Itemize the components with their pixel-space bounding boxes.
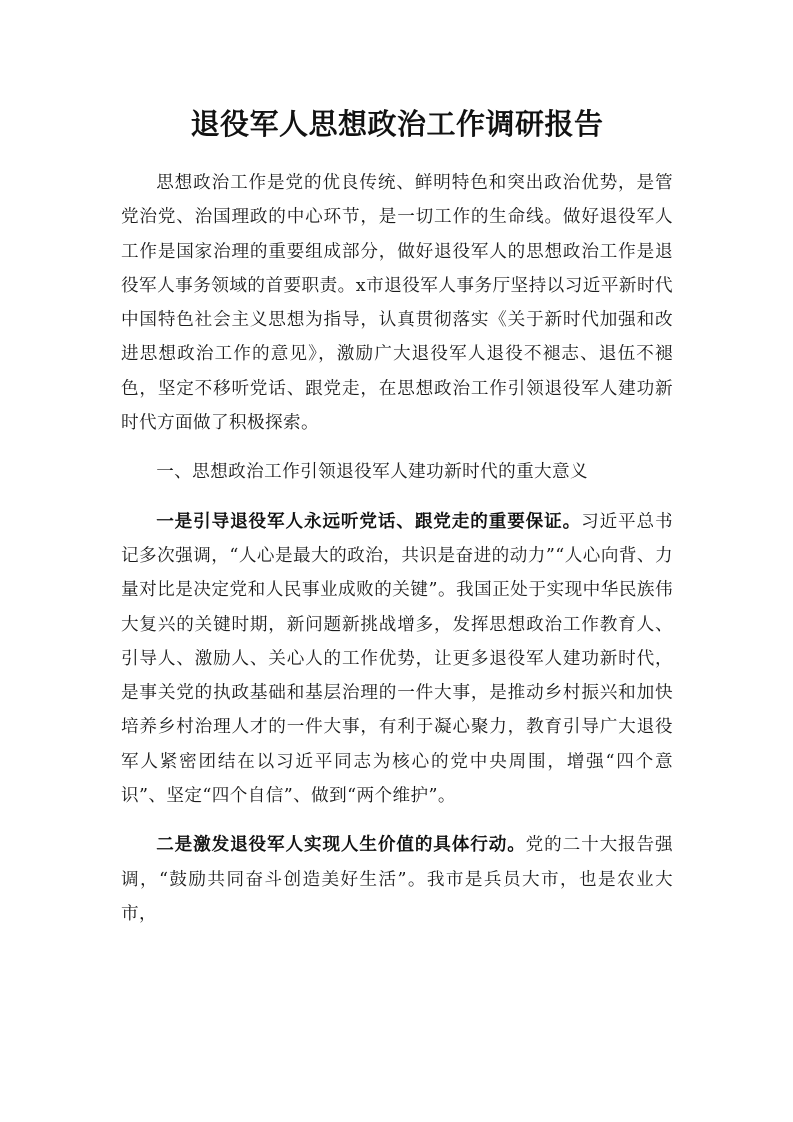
intro-paragraph: 思想政治工作是党的优良传统、鲜明特色和突出政治优势，是管党治党、治国理政的中心环节，是一切工作的生命线。做好退役军人工作是国家治理的重要组成部分，做好退役军人的思想政治工作是退役军人事务领域的首要职责。x市退役军人事务厅坚持以习近平新时代中国特色社会主义思想为指导，认真贯彻落实《关于新时代加强和改进思想政治工作的意见》，激励广大退役军人退役不褪志、退伍不褪色，坚定不移听党话、跟党走，在思想政治工作引领退役军人建功新时代方面做了积极探索。 bbox=[121, 173, 673, 434]
section-heading: 一、思想政治工作引领退役军人建功新时代的重大意义 bbox=[156, 462, 589, 483]
point-body-2: 党的二十大报告强调，“鼓励共同奋斗创造美好生活”。我市是兵员大市，也是农业大市， bbox=[121, 835, 673, 924]
point-body-1: 习近平总书记多次强调，“人心是最大的政治，共识是奋进的动力”“人心向背、力量对比是决定党和人民事业成败的关键”。我国正处于实现中华民族伟大复兴的关键时期，新问题新挑战增多，发挥思想政治工作教育人、引导人、激励人、关心人的工作优势，让更多退役军人建功新时代，是事关党的执政基础和基层治理的一件大事，是推动乡村振兴和加快培养乡村治理人才的一件大事，有利于凝心聚力，教育引导广大退役军人紧密团结在以习近平同志为核心的党中央周围，增强“四个意识”、坚定“四个自信”、做到“两个维护”。 bbox=[121, 511, 673, 807]
point-paragraph-2 bbox=[121, 828, 673, 931]
point-paragraph-1 bbox=[121, 505, 673, 814]
point-lead-1: 一是引导退役军人永远听党话、跟党走的重要保证。 bbox=[156, 510, 582, 532]
point-lead-2: 二是激发退役军人实现人生价值的具体行动。 bbox=[156, 834, 526, 856]
document-title: 退役军人思想政治工作调研报告 bbox=[190, 107, 604, 141]
